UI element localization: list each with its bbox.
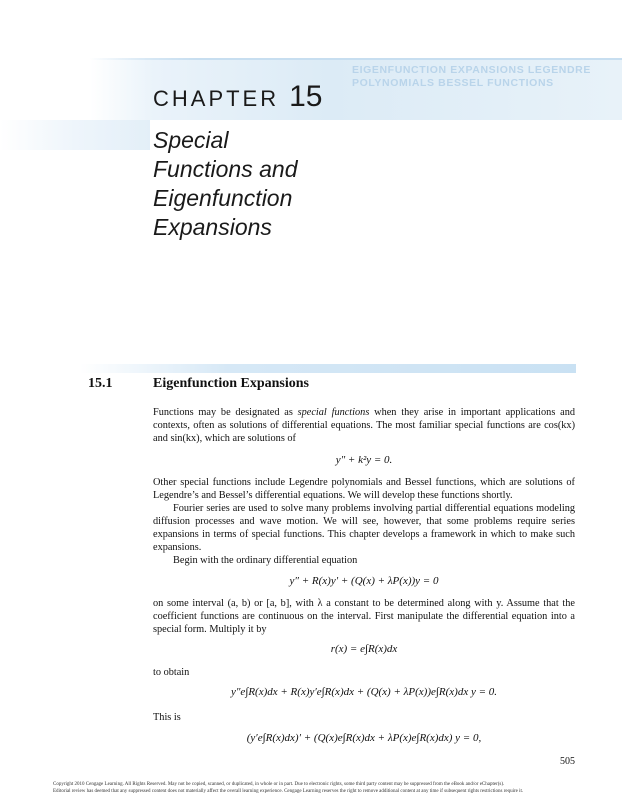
paragraph-6: to obtain xyxy=(153,667,190,678)
chapter-keywords xyxy=(352,64,620,90)
section-number: 15.1 xyxy=(88,376,113,391)
copyright-line-2: Editorial review has deemed that any suppressed content does not materially affect the overall learning experience. Cengage Learning reserves the right to remove additional content at any time if subsequent rights restrictions require it. xyxy=(53,789,524,794)
equation-4: y″e∫R(x)dx + R(x)y′e∫R(x)dx + (Q(x) + λP(x))e∫R(x)dx y = 0. xyxy=(230,686,498,698)
equation-1: y″ + k²y = 0. xyxy=(335,454,393,466)
paragraph-7: This is xyxy=(153,712,181,723)
chapter-number: 15 xyxy=(289,80,323,113)
equation-2: y″ + R(x)y′ + (Q(x) + λP(x))y = 0 xyxy=(289,575,439,587)
paragraph-1-text-a: Functions may be designated as xyxy=(153,407,298,418)
paragraph-1 xyxy=(153,406,575,445)
copyright-notice xyxy=(53,781,613,795)
chapter-title-line: Special xyxy=(153,127,229,153)
section-title: Eigenfunction Expansions xyxy=(153,376,309,391)
page-number: 505 xyxy=(560,756,575,767)
left-accent-strip xyxy=(0,120,150,150)
keywords-line-1: EIGENFUNCTION EXPANSIONS LEGENDRE xyxy=(352,64,591,76)
paragraph-5: on some interval (a, b) or [a, b], with λ a constant to be determined along with y. Assume that the coefficient functions are continuous on the interval. First manipulate the differential equation into a special form. Multiply it by xyxy=(153,598,575,635)
chapter-heading xyxy=(153,80,323,114)
paragraph-4: Begin with the ordinary differential equation xyxy=(173,555,358,566)
header-band-edge xyxy=(90,58,622,60)
paragraph-1-text-b: when they arise in important applications and contexts, often as solutions of differential equations. The most familiar special functions are cos(kx) and sin(kx), which are solutions of xyxy=(153,407,575,444)
paragraph-3: Fourier series are used to solve many problems involving partial differential equations modeling diffusion processes and wave motion. We will see, however, that some problems require series expansions in terms of special functions. This chapter develops a framework in which to make such expansions. xyxy=(153,503,575,553)
copyright-line-1: Copyright 2010 Cengage Learning. All Rights Reserved. May not be copied, scanned, or duplicated, in whole or in part. Due to electronic rights, some third party content may be suppressed from the eBook and/or eChapter(s). xyxy=(53,782,505,787)
chapter-title-line: Expansions xyxy=(153,214,272,240)
chapter-title-line: Eigenfunction xyxy=(153,185,293,211)
equation-3: r(x) = e∫R(x)dx xyxy=(330,643,398,655)
chapter-title-line: Functions and xyxy=(153,156,298,182)
keywords-line-2: POLYNOMIALS BESSEL FUNCTIONS xyxy=(352,77,554,89)
paragraph-1-emphasis: special functions xyxy=(297,407,370,418)
chapter-title xyxy=(153,126,383,242)
section-divider-bar xyxy=(80,364,576,373)
chapter-label: CHAPTER xyxy=(153,86,280,111)
paragraph-2: Other special functions include Legendre polynomials and Bessel functions, which are solutions of Legendre’s and Bessel’s differential equations. We will develop these functions shortly. xyxy=(153,477,575,501)
equation-5: (y′e∫R(x)dx)′ + (Q(x)e∫R(x)dx + λP(x)e∫R(x)dx) y = 0, xyxy=(246,732,482,744)
